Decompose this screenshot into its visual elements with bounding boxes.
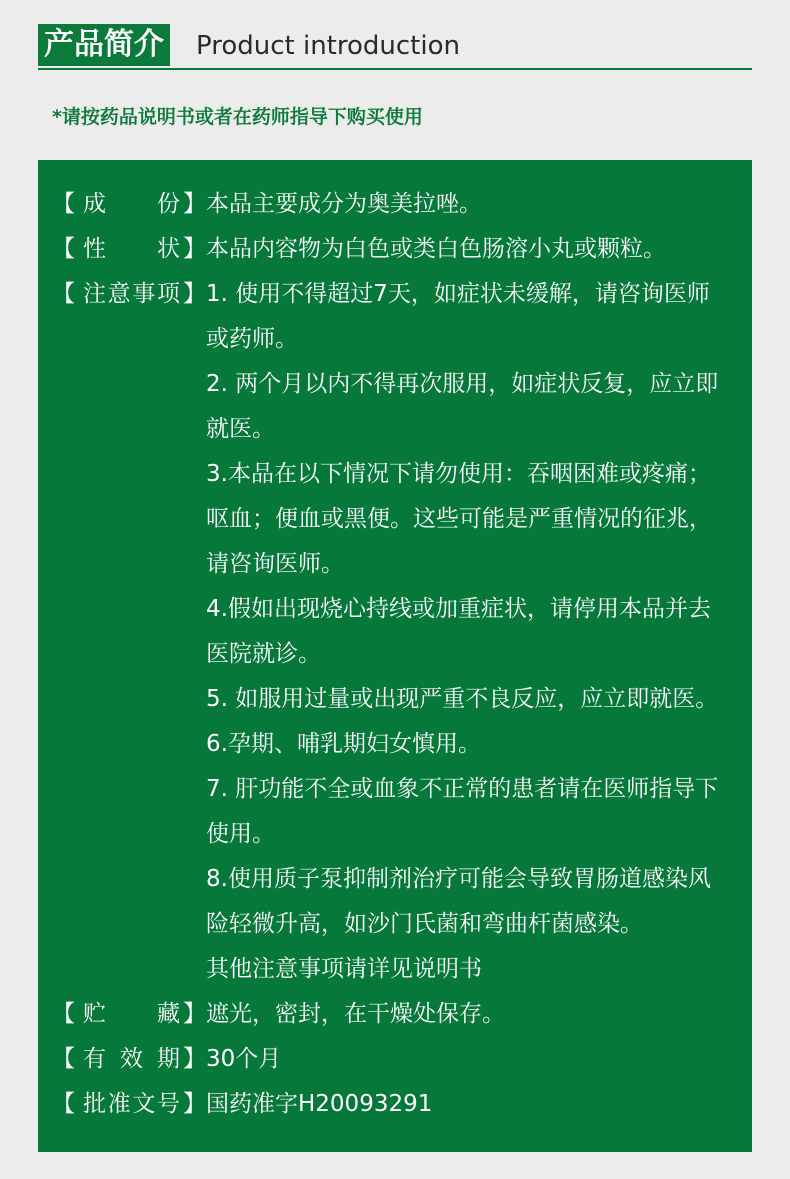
info-value-line: 5. 如服用过量或出现严重不良反应，应立即就医。: [206, 686, 719, 712]
bracket-close: 】: [183, 1046, 206, 1072]
info-value: [206, 182, 752, 227]
info-label: [52, 1082, 206, 1127]
info-label: [52, 182, 206, 227]
info-row: [38, 227, 752, 272]
info-row: [38, 272, 752, 992]
label-char: 期: [157, 1046, 180, 1072]
bracket-open: 【: [52, 281, 75, 307]
label-char: 成: [83, 191, 106, 217]
info-label: [52, 272, 206, 992]
label-char: 意: [107, 281, 131, 307]
info-value-line: 6.孕期、哺乳期妇女慎用。: [206, 731, 481, 757]
label-char: 性: [83, 236, 106, 262]
info-value-line: 8.使用质子泵抑制剂治疗可能会导致胃肠道感染风险轻微升高，如沙门氏菌和弯曲杆菌感染。: [206, 866, 711, 937]
label-text: [75, 1082, 183, 1127]
bracket-close: 】: [183, 236, 206, 262]
label-char: 状: [157, 236, 180, 262]
label-text: [75, 182, 183, 227]
info-value-line: 3.本品在以下情况下请勿使用：吞咽困难或疼痛；呕血；便血或黑便。这些可能是严重情况的征兆，请咨询医师。: [206, 461, 712, 577]
bracket-open: 【: [52, 236, 75, 262]
info-label: [52, 992, 206, 1037]
bracket-open: 【: [52, 191, 75, 217]
bracket-open: 【: [52, 1091, 75, 1117]
info-value-line: 遮光，密封，在干燥处保存。: [206, 1001, 505, 1027]
info-label: [52, 1037, 206, 1082]
info-value-line: 1. 使用不得超过7天，如症状未缓解，请咨询医师或药师。: [206, 281, 710, 352]
info-value: [206, 227, 752, 272]
info-row: [38, 1082, 752, 1127]
label-char: 效: [120, 1046, 143, 1072]
label-char: 文: [132, 1091, 156, 1117]
label-char: 份: [157, 191, 180, 217]
product-info-panel: [38, 160, 752, 1152]
info-value: [206, 1082, 752, 1127]
info-value-line: 4.假如出现烧心持线或加重症状，请停用本品并去医院就诊。: [206, 596, 711, 667]
info-row: [38, 182, 752, 227]
info-value-line: 本品主要成分为奥美拉唑。: [206, 191, 482, 217]
info-value: [206, 992, 752, 1037]
label-char: 批: [83, 1091, 106, 1117]
bracket-close: 】: [183, 1091, 206, 1117]
label-text: [75, 227, 183, 272]
purchase-notice: *请按药品说明书或者在药师指导下购买使用: [52, 106, 423, 128]
info-value-line: 30个月: [206, 1046, 282, 1072]
label-char: 号: [156, 1091, 180, 1117]
info-value: [206, 272, 752, 992]
bracket-close: 】: [183, 191, 206, 217]
label-text: [75, 272, 183, 992]
info-row: [38, 992, 752, 1037]
label-char: 有: [83, 1046, 106, 1072]
label-char: 注: [83, 281, 106, 307]
info-value-line: 本品内容物为白色或类白色肠溶小丸或颗粒。: [206, 236, 666, 262]
info-value-line: 国药准字H20093291: [206, 1091, 433, 1117]
title-en: Product introduction: [196, 31, 460, 61]
info-rows: [38, 182, 752, 1127]
label-char: 贮: [83, 1001, 106, 1027]
bracket-open: 【: [52, 1046, 75, 1072]
bracket-close: 】: [183, 1001, 206, 1027]
label-char: 准: [107, 1091, 131, 1117]
label-char: 事: [132, 281, 156, 307]
info-value-line: 其他注意事项请详见说明书: [206, 956, 482, 982]
bracket-open: 【: [52, 1001, 75, 1027]
info-label: [52, 227, 206, 272]
title-cn: 产品简介: [38, 24, 170, 66]
info-value: [206, 1037, 752, 1082]
section-header: [38, 24, 752, 70]
label-text: [75, 992, 183, 1037]
label-text: [75, 1037, 183, 1082]
label-char: 藏: [157, 1001, 180, 1027]
bracket-close: 】: [183, 281, 206, 307]
info-value-line: 2. 两个月以内不得再次服用，如症状反复，应立即就医。: [206, 371, 719, 442]
info-row: [38, 1037, 752, 1082]
info-value-line: 7. 肝功能不全或血象不正常的患者请在医师指导下使用。: [206, 776, 719, 847]
label-char: 项: [156, 281, 180, 307]
